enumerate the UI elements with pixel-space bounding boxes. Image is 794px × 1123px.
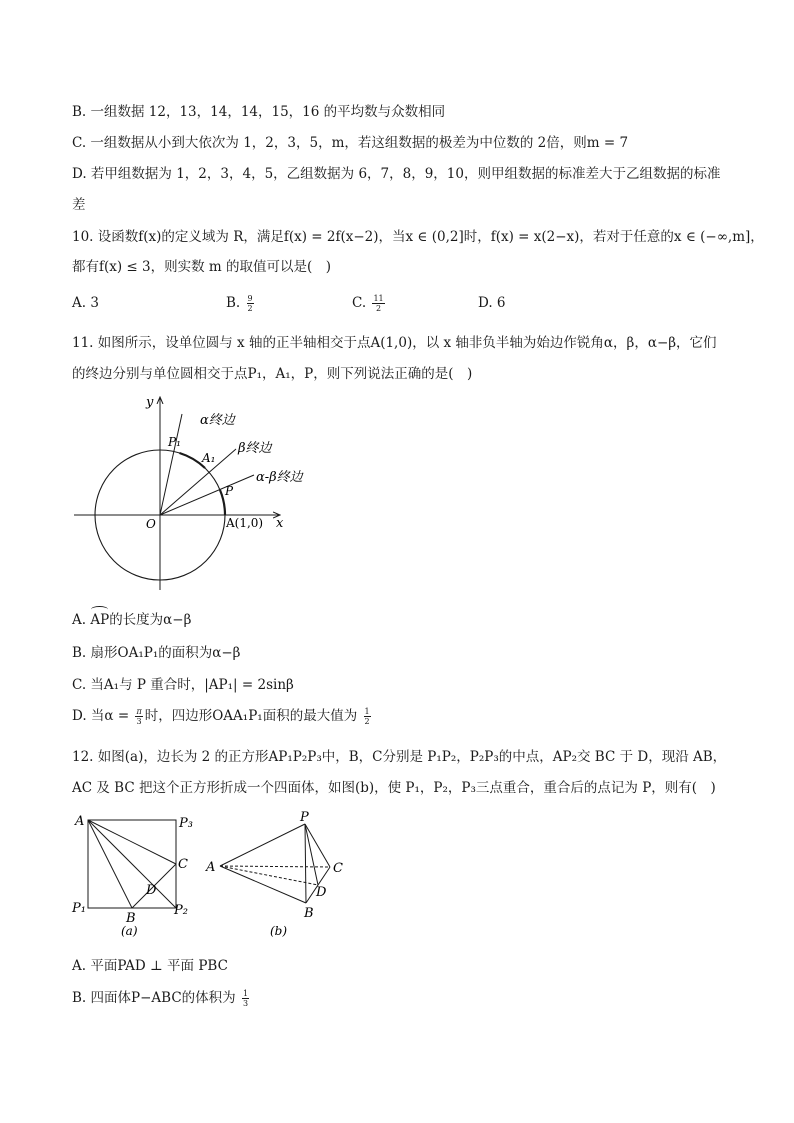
q9-option-c: C. 一组数据从小到大依次为 1，2，3，5，m，若这组数据的极差为中位数的 2倍，则m = 7 xyxy=(72,135,629,151)
fig-a-label-p3: P₃ xyxy=(179,816,193,831)
q9-option-d-line2: 差 xyxy=(72,197,86,213)
segment-a-c xyxy=(88,820,176,864)
q11-option-a-suffix: 的长度为α−β xyxy=(109,612,192,628)
q9-option-d-line1: D. 若甲组数据为 1，2，3，4，5，乙组数据为 6，7，8，9，10，则甲组数据的标准差大于乙组数据的标准 xyxy=(72,166,721,182)
q11-option-d-angle-denominator: 3 xyxy=(136,717,142,726)
edge-p-d xyxy=(305,824,318,885)
q12-stem-line1: 12. 如图(a)，边长为 2 的正方形AP₁P₂P₃中，B，C分别是 P₁P₂，P₂P₃的中点，AP₂交 BC 于 D，现沿 AB， xyxy=(72,749,727,765)
unit-circle-figure xyxy=(70,392,330,597)
q11-option-d-result-denominator: 2 xyxy=(364,717,370,726)
q10-options xyxy=(72,294,732,316)
fig-b-label-a: A xyxy=(206,860,216,875)
q10-option-a: A. 3 xyxy=(72,295,99,311)
q10-option-b-label: B. xyxy=(226,295,241,311)
segment-a-b xyxy=(88,820,132,908)
fig-a-label-a: A xyxy=(75,814,85,829)
point-a-label: A(1,0) xyxy=(226,516,264,530)
point-a1-label: A₁ xyxy=(202,451,216,465)
origin-label: O xyxy=(146,517,156,531)
q10-stem-line1: 10. 设函数f(x)的定义域为 R，满足f(x) = 2f(x−2)，当x ∈ (0,2]时，f(x) = x(2−x)，若对于任意的x ∈ (−∞,m]， xyxy=(72,229,764,245)
fig-a-label-c: C xyxy=(178,857,188,872)
q11-option-a-prefix: A. xyxy=(72,612,91,628)
q10-option-c-numerator: 11 xyxy=(373,294,384,303)
q12-option-b-numerator: 1 xyxy=(242,989,249,998)
q12-option-b-denominator: 3 xyxy=(242,999,249,1008)
q11-option-d-angle-fraction xyxy=(135,707,142,726)
fig-b-label-d: D xyxy=(316,885,327,900)
edge-p-b xyxy=(305,824,306,903)
q11-option-b: B. 扇形OA₁P₁的面积为α−β xyxy=(72,645,241,661)
arc-ap-symbol: AP xyxy=(90,612,110,628)
point-p1-label: P₁ xyxy=(168,435,181,449)
fig-a-caption: (a) xyxy=(121,924,138,938)
q11-option-d-angle-numerator: π xyxy=(136,707,142,716)
q11-option-a xyxy=(72,611,732,629)
point-p-label: P xyxy=(225,484,234,498)
fig-b-label-c: C xyxy=(333,861,343,876)
y-axis-label: y xyxy=(146,395,154,410)
q10-option-b-fraction xyxy=(247,294,254,313)
q10-option-d: D. 6 xyxy=(478,295,506,311)
q11-stem-line2: 的终边分别与单位圆相交于点P₁，A₁，P，则下列说法正确的是( ) xyxy=(72,366,473,382)
fig-b-caption: (b) xyxy=(270,924,288,938)
q10-option-c-label: C. xyxy=(352,295,367,311)
q10-option-b-denominator: 2 xyxy=(247,304,253,313)
q10-option-b xyxy=(226,294,256,313)
hidden-edge-a-d xyxy=(220,866,318,885)
q12-option-b xyxy=(72,989,732,1013)
q12-option-b-prefix: B. 四面体P−ABC的体积为 xyxy=(72,990,236,1006)
x-axis-label: x xyxy=(276,516,284,531)
beta-side-label: β终边 xyxy=(238,441,272,456)
alpha-terminal-side xyxy=(160,414,182,515)
fig-b-label-b: B xyxy=(304,906,314,921)
q10-option-c-denominator: 2 xyxy=(375,304,382,313)
edge-p-c xyxy=(305,824,330,867)
q11-option-d-result-numerator: 1 xyxy=(364,707,370,716)
q10-option-c xyxy=(352,294,387,313)
q9-option-b: B. 一组数据 12，13，14，14，15，16 的平均数与众数相同 xyxy=(72,104,446,120)
alpha-minus-beta-side-label: α-β终边 xyxy=(256,470,303,485)
q10-stem-line2: 都有f(x) ≤ 3，则实数 m 的取值可以是( ) xyxy=(72,259,332,275)
edge-a-p xyxy=(220,824,305,866)
q11-option-d-prefix: D. 当α = xyxy=(72,708,130,724)
q12-stem-line2: AC 及 BC 把这个正方形折成一个四面体，如图(b)，使 P₁，P₂，P₃三点重合，重合后的点记为 P，则有( ) xyxy=(72,780,716,796)
q11-option-d-result-fraction xyxy=(364,707,371,726)
q11-option-d xyxy=(72,707,732,731)
fig-a-label-p2: P₂ xyxy=(174,903,188,918)
q11-stem-line1: 11. 如图所示，设单位圆与 x 轴的正半轴相交于点A(1,0)，以 x 轴非负半轴为始边作锐角α，β，α−β，它们 xyxy=(72,335,717,351)
alpha-minus-beta-terminal-side xyxy=(160,475,254,515)
fig-a-label-p1: P₁ xyxy=(72,901,86,916)
q11-option-c: C. 当A₁与 P 重合时，|AP₁| = 2sinβ xyxy=(72,677,294,693)
segment-a-p2 xyxy=(88,820,176,908)
square-fold-figure-a xyxy=(66,810,206,940)
q11-option-d-middle: 时，四边形OAA₁P₁面积的最大值为 xyxy=(144,708,358,724)
q10-option-c-fraction xyxy=(372,294,384,313)
alpha-side-label: α终边 xyxy=(200,413,235,428)
q12-option-a: A. 平面PAD ⊥ 平面 PBC xyxy=(72,958,228,974)
fig-a-label-b: B xyxy=(126,911,136,926)
q10-option-b-numerator: 9 xyxy=(247,294,253,303)
edge-a-b xyxy=(220,866,306,903)
tetrahedron-figure-b xyxy=(200,810,360,940)
fig-b-label-p: P xyxy=(300,810,309,825)
q12-option-b-fraction xyxy=(242,989,249,1008)
fig-a-label-d: D xyxy=(146,883,157,898)
